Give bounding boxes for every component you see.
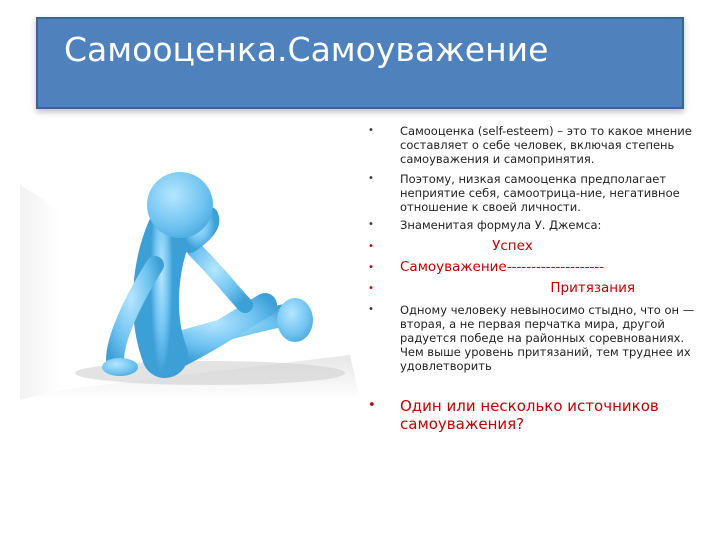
bullet-dot: • [368, 262, 374, 273]
bullet-list [365, 124, 695, 433]
slide-title: Самооценка.Самоуважение [64, 30, 549, 69]
formula-aspirations: Притязания [550, 280, 635, 296]
thinking-person-illustration [20, 155, 360, 400]
bullet-dot: • [368, 398, 376, 413]
bullet-text: Самооценка (self-esteem) – это то какое мнение составляет о себе человек, включая степень самоуважения и самопринятия. [400, 124, 692, 166]
bullet-self-esteem-definition [365, 124, 695, 166]
bullet-text: Один или несколько источников самоуважения? [400, 397, 659, 433]
bullet-question [365, 397, 695, 433]
bullet-dot: • [368, 304, 374, 315]
bullet-text: Поэтому, низкая самооценка предполагает неприятие себя, самоотрица-ние, негативное отношение к своей личности. [400, 172, 680, 214]
bullet-text: Знаменитая формула У. Джемса: [400, 218, 602, 232]
formula-denominator [365, 280, 695, 297]
bullet-dot: • [368, 241, 374, 252]
bullet-dot: • [368, 219, 374, 230]
bullet-dot: • [368, 173, 374, 184]
formula-self-respect-text: Самоуважение-------------------- [400, 259, 605, 275]
bullet-dot: • [368, 125, 374, 136]
bullet-glove-example [365, 303, 695, 373]
formula-success: Успех [492, 238, 533, 254]
bullet-dot: • [368, 283, 374, 294]
bullet-text: Одному человеку невыносимо стыдно, что он — вторая, а не первая перчатка мира, другой радуется победе на районных соревнованиях. Чем выше уровень притязаний, тем труднее их удовлетворить [400, 303, 695, 373]
bullet-low-self-esteem [365, 172, 695, 214]
formula-numerator [365, 238, 695, 255]
formula-self-respect [365, 259, 695, 276]
bullet-james-formula [365, 218, 695, 232]
